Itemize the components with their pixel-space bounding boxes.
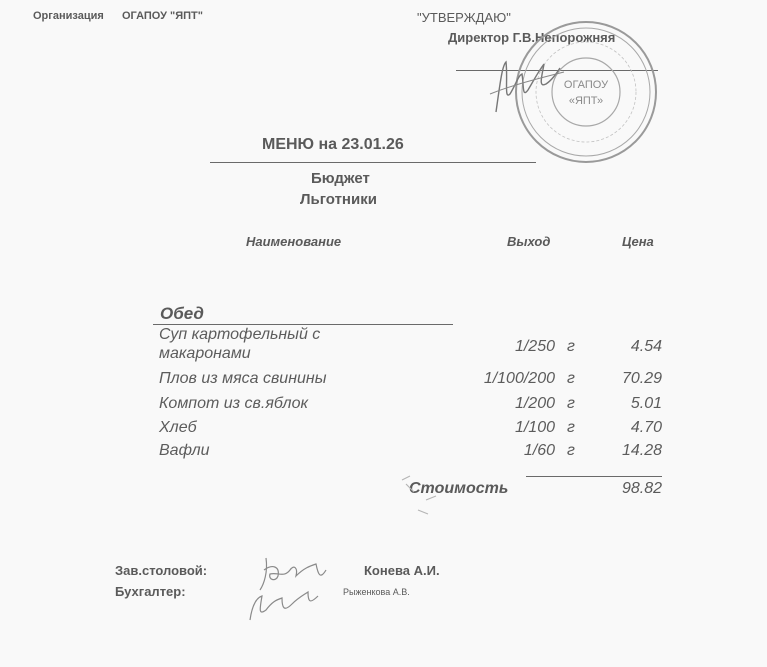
accountant-name: Рыженкова А.В. [343, 587, 410, 597]
column-header-output: Выход [507, 234, 551, 249]
item-unit: г [567, 370, 575, 387]
budget-subtitle: Бюджет [311, 170, 370, 187]
manager-signature [238, 550, 348, 635]
title-underline [210, 162, 536, 163]
item-unit: г [567, 395, 575, 412]
section-underline [153, 324, 453, 325]
item-price: 70.29 [621, 370, 662, 387]
beneficiaries-subtitle: Льготники [300, 191, 377, 208]
menu-item [0, 419, 767, 443]
item-name-continued: макаронами [159, 345, 251, 362]
organization-label: Организация [33, 10, 104, 22]
item-name: Суп картофельный с [159, 326, 321, 343]
menu-title: МЕНЮ на 23.01.26 [262, 136, 404, 153]
menu-item [0, 326, 767, 366]
item-price: 4.70 [630, 419, 662, 436]
item-name: Хлеб [159, 419, 197, 436]
item-output: 1/100 [514, 419, 555, 436]
column-header-price: Цена [622, 234, 654, 249]
total-line [526, 476, 662, 477]
item-unit: г [567, 338, 575, 355]
item-output: 1/250 [514, 338, 555, 355]
director-signature [486, 54, 566, 118]
item-price: 5.01 [630, 395, 662, 412]
organization-name: ОГАПОУ "ЯПТ" [122, 10, 203, 22]
item-output: 1/60 [523, 442, 555, 459]
section-lunch: Обед [160, 304, 204, 323]
seal-center-line1: ОГАПОУ [563, 79, 609, 91]
item-unit: г [567, 442, 575, 459]
accountant-label: Бухгалтер: [115, 584, 186, 599]
approve-heading: "УТВЕРЖДАЮ" [417, 10, 511, 25]
item-name: Вафли [159, 442, 210, 459]
column-header-name: Наименование [246, 234, 342, 249]
item-output: 1/200 [514, 395, 555, 412]
menu-item [0, 395, 767, 419]
item-output: 1/100/200 [483, 370, 555, 387]
menu-item [0, 370, 767, 394]
item-price: 4.54 [630, 338, 662, 355]
item-unit: г [567, 419, 575, 436]
handwritten-mark [396, 470, 456, 518]
total-value: 98.82 [621, 480, 662, 497]
total-label: Стоимость [409, 480, 509, 497]
manager-name: Конева А.И. [364, 563, 440, 578]
director-line: Директор Г.В.Непорожняя [448, 30, 616, 45]
item-name: Компот из св.яблок [159, 395, 309, 412]
item-name: Плов из мяса свинины [159, 370, 327, 387]
seal-center-line2: «ЯПТ» [568, 95, 604, 107]
menu-item [0, 442, 767, 466]
manager-label: Зав.столовой: [115, 563, 208, 578]
item-price: 14.28 [621, 442, 662, 459]
